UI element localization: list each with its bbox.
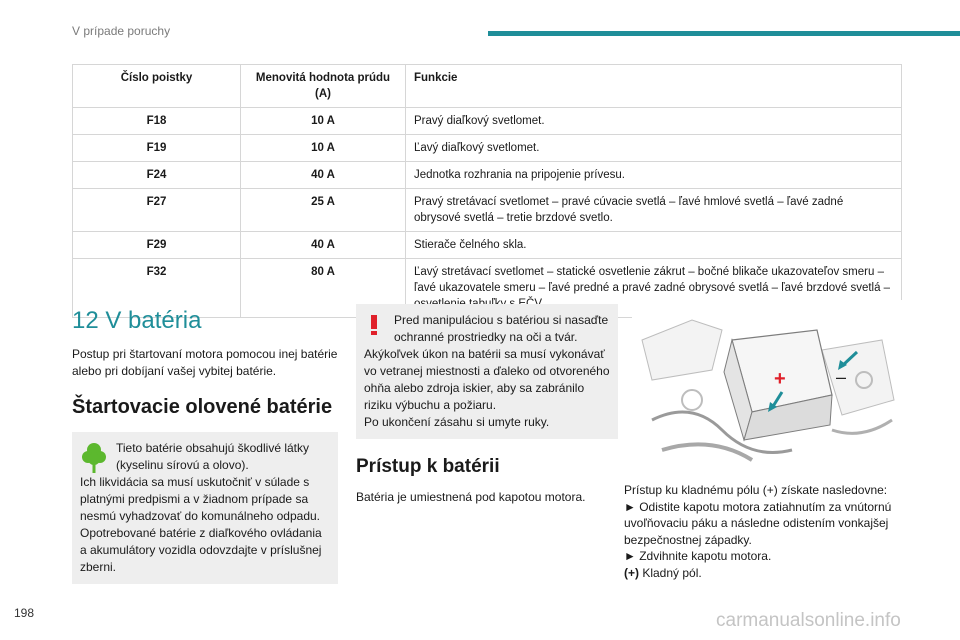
amp-cell: 40 A bbox=[241, 232, 406, 259]
function-cell: Ľavý diaľkový svetlomet. bbox=[406, 135, 902, 162]
function-cell: Pravý stretávací svetlomet – pravé cúvacie svetlá – ľavé hmlové svetlá – ľavé zadné obrysové svetlá – tretie brzdové svetlo. bbox=[406, 189, 902, 232]
warning-text-end: Po ukončení zásahu si umyte ruky. bbox=[364, 415, 550, 429]
tree-icon bbox=[82, 442, 106, 474]
plus-terminal-mark: + bbox=[774, 368, 786, 390]
warning-indent: Pred manipuláciou s batériou si nasaďte ochranné prostriedky na oči a tvár. bbox=[394, 313, 609, 344]
battery-access-heading: Prístup k batérii bbox=[356, 456, 500, 477]
warning-text: Akýkoľvek úkon na batérii sa musí vykonávať vo vetranej miestnosti a ďaleko od otvoreného ohňa alebo zdroja iskier, aby sa zabránilo riziku výbuchu a požiaru. bbox=[364, 347, 610, 412]
warning-icon bbox=[366, 314, 382, 336]
fuse-cell: F32 bbox=[73, 259, 241, 318]
header-accent-bar bbox=[488, 31, 960, 36]
table-row bbox=[73, 135, 902, 162]
access-instructions: Prístup ku kladnému pólu (+) získate nasledovne: bbox=[624, 483, 888, 497]
right-column bbox=[624, 300, 914, 581]
section-title: V prípade poruchy bbox=[72, 24, 171, 38]
header-rating: Menovitá hodnota prúdu (A) bbox=[241, 65, 406, 108]
watermark: carmanualsonline.info bbox=[716, 610, 901, 631]
eco-notice-text: Ich likvidácia sa musí uskutočniť v súlade s platnými predpismi a v žiadnom prípade sa nesmú vyhadzovať do komunálneho odpadu. Opotrebované batérie z diaľkového ovládania a akumulátory vozidla odovzdajte v príslušnej zberni. bbox=[80, 475, 322, 574]
function-cell: Pravý diaľkový svetlomet. bbox=[406, 108, 902, 135]
amp-cell: 25 A bbox=[241, 189, 406, 232]
table-row bbox=[73, 108, 902, 135]
page-number: 198 bbox=[14, 606, 35, 620]
amp-cell: 10 A bbox=[241, 135, 406, 162]
eco-notice bbox=[72, 432, 338, 584]
step-release-bonnet: ► Odistite kapotu motora zatiahnutím za vnútornú uvoľňovaciu páku a následne odistením vonkajšej bezpečnostnej západky. bbox=[624, 499, 892, 547]
fuse-cell: F27 bbox=[73, 189, 241, 232]
fuse-cell: F29 bbox=[73, 232, 241, 259]
engine-bay-illustration bbox=[632, 300, 902, 468]
function-cell: Jednotka rozhrania na pripojenie prívesu. bbox=[406, 162, 902, 189]
middle-column bbox=[356, 304, 618, 506]
battery-intro: Postup pri štartovaní motora pomocou inej batérie alebo pri dobíjaní vašej vybitej batérie. bbox=[72, 347, 338, 378]
fuse-cell: F18 bbox=[73, 108, 241, 135]
function-cell: Ľavý stretávací svetlomet – statické osvetlenie zákrut – bočné blikače ukazovateľov smeru – ľavé ukazovatele smeru – ľavé predné a pravé zadné obrysové svetlá – ľavé brzdové svetlá – bbox=[406, 259, 902, 318]
table-header-row bbox=[73, 65, 902, 108]
warning-notice bbox=[356, 304, 618, 439]
legend-value: Kladný pól. bbox=[639, 565, 702, 580]
table-row bbox=[73, 189, 902, 232]
step-raise-bonnet: ► Zdvihnite kapotu motora. bbox=[624, 549, 772, 563]
battery-location: Batéria je umiestnená pod kapotou motora. bbox=[356, 490, 586, 504]
amp-cell: 40 A bbox=[241, 162, 406, 189]
amp-cell: 80 A bbox=[241, 259, 406, 318]
table-row bbox=[73, 232, 902, 259]
minus-terminal-mark: – bbox=[836, 367, 847, 387]
fuse-cell: F19 bbox=[73, 135, 241, 162]
function-cell: Stierače čelného skla. bbox=[406, 232, 902, 259]
legend-key: (+) bbox=[624, 565, 639, 580]
left-column bbox=[72, 306, 338, 584]
table-row bbox=[73, 162, 902, 189]
lead-battery-heading: Štartovacie olovené batérie bbox=[72, 396, 333, 418]
battery-heading: 12 V batéria bbox=[72, 307, 202, 334]
fuse-cell: F24 bbox=[73, 162, 241, 189]
amp-cell: 10 A bbox=[241, 108, 406, 135]
header-fuse-number: Číslo poistky bbox=[73, 65, 241, 108]
fuse-table bbox=[72, 64, 902, 318]
header-functions: Funkcie bbox=[406, 65, 902, 108]
legend-positive-terminal bbox=[624, 565, 914, 582]
eco-notice-indent: Tieto batérie obsahujú škodlivé látky (kyselinu sírovú a olovo). bbox=[116, 441, 309, 472]
